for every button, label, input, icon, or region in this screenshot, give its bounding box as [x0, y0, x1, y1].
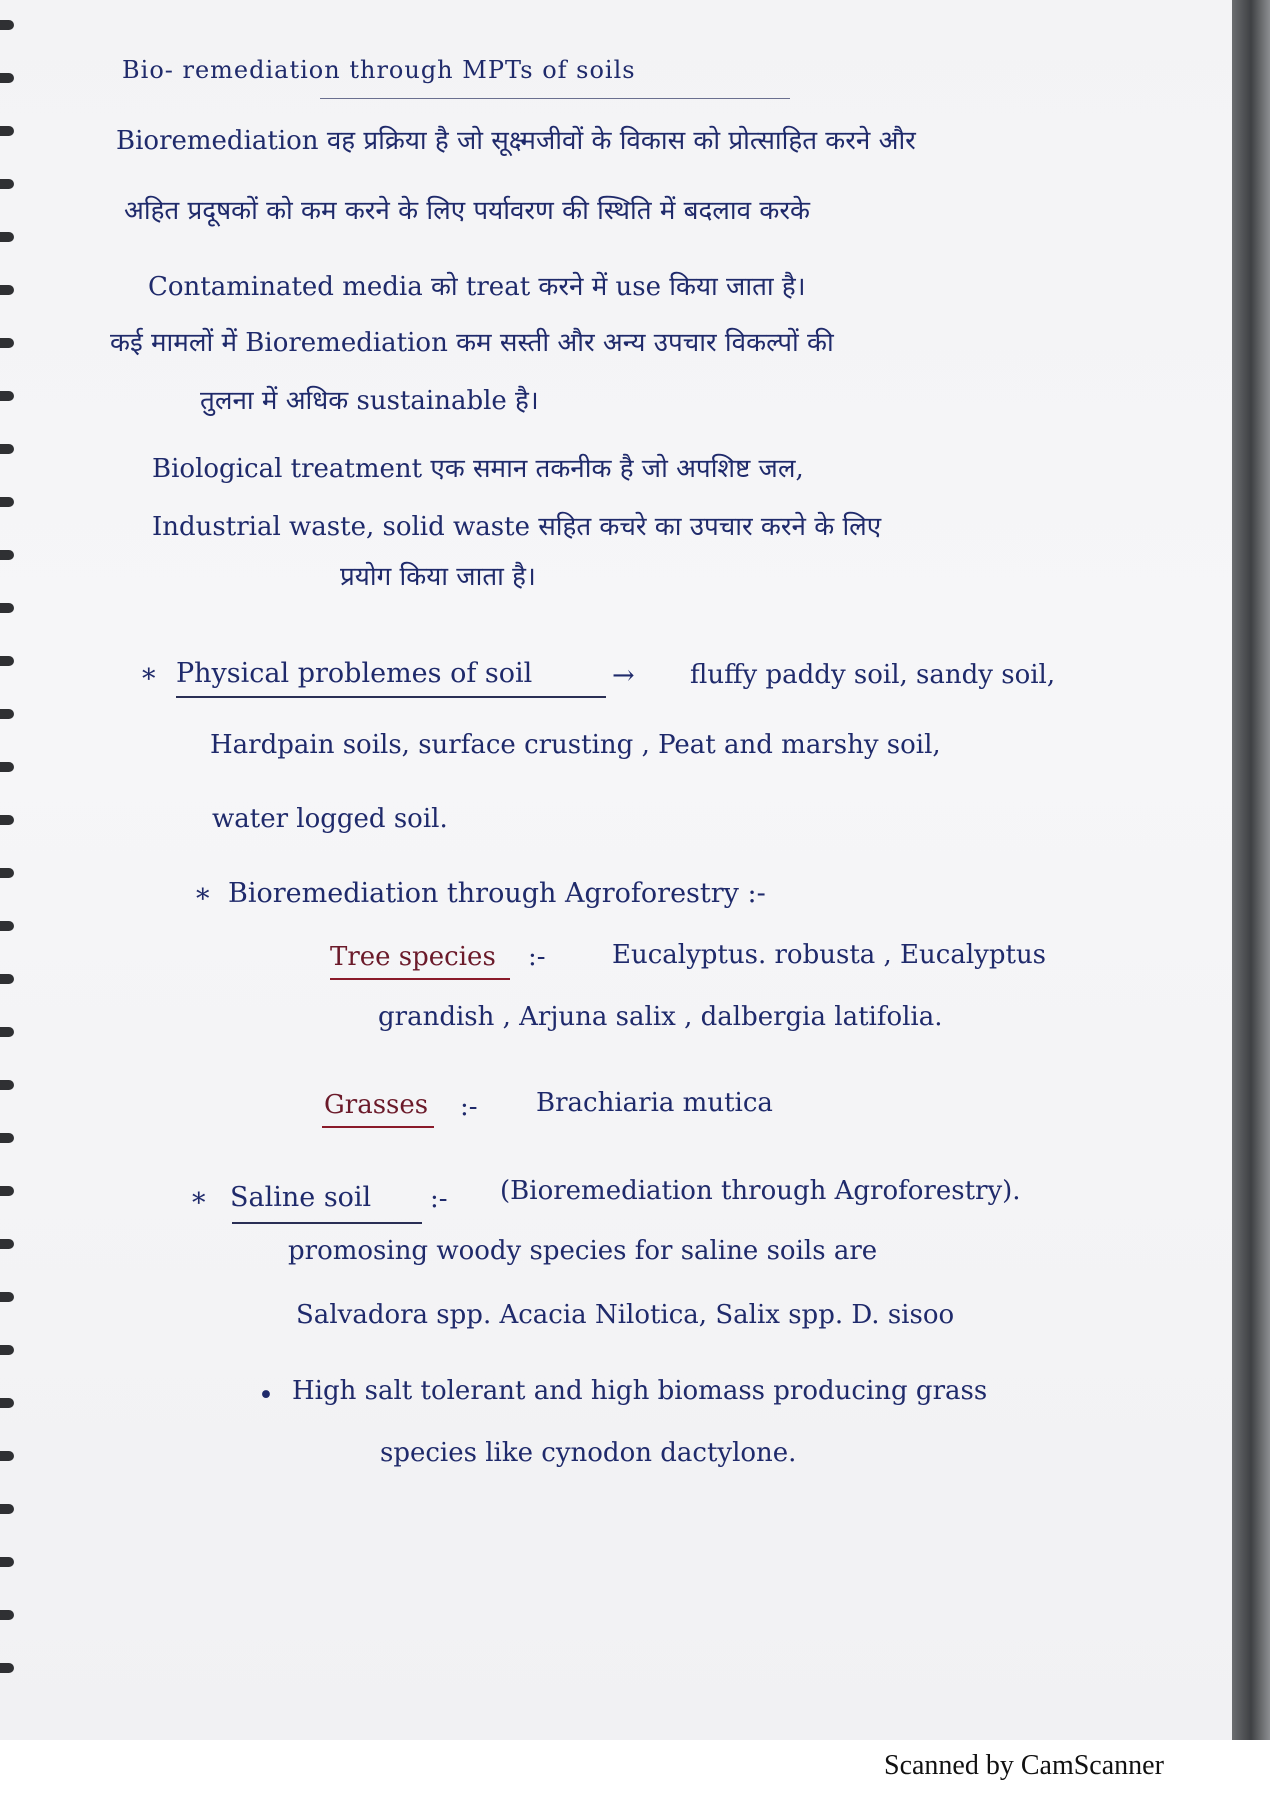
spiral-ring — [0, 232, 14, 242]
arrow-icon: → — [612, 660, 635, 691]
grasses-label: Grasses — [324, 1090, 429, 1120]
tree-species-line: Eucalyptus. robusta , Eucalyptus — [612, 940, 1047, 970]
spiral-ring — [0, 1186, 14, 1196]
bullet-dot: • — [258, 1380, 274, 1411]
spiral-ring — [0, 656, 14, 666]
spiral-ring — [0, 497, 14, 507]
spiral-ring — [0, 20, 14, 30]
spiral-ring — [0, 179, 14, 189]
physical-heading: Physical problemes of soil — [176, 658, 533, 689]
spiral-ring — [0, 1239, 14, 1249]
saline-point-line: High salt tolerant and high biomass producing grass — [292, 1376, 988, 1406]
bullet-star: * — [192, 1188, 206, 1219]
spiral-ring — [0, 709, 14, 719]
spiral-ring — [0, 285, 14, 295]
spiral-ring — [0, 1345, 14, 1355]
spiral-ring — [0, 1027, 14, 1037]
title-underline — [320, 98, 790, 99]
spiral-ring — [0, 1610, 14, 1620]
spiral-ring — [0, 338, 14, 348]
bullet-star: * — [196, 884, 210, 915]
saline-point-line: species like cynodon dactylone. — [380, 1438, 797, 1468]
intro-line: Bioremediation वह प्रक्रिया है जो सूक्ष्मजीवों के विकास को प्रोत्साहित करने और — [116, 126, 916, 156]
tree-species-underline — [330, 978, 510, 980]
spiral-ring — [0, 1080, 14, 1090]
spiral-ring — [0, 1292, 14, 1302]
page-title: Bio- remediation through MPTs of soils — [122, 56, 636, 84]
page-edge-shadow — [1232, 0, 1270, 1740]
spiral-ring — [0, 73, 14, 83]
bio-line: Industrial waste, solid waste सहित कचरे का उपचार करने के लिए — [152, 512, 882, 542]
spiral-ring — [0, 1504, 14, 1514]
bio-line: Biological treatment एक समान तकनीक है जो अपशिष्ट जल, — [152, 454, 804, 484]
spiral-ring — [0, 1557, 14, 1567]
spiral-ring — [0, 391, 14, 401]
saline-note: (Bioremediation through Agroforestry). — [500, 1176, 1021, 1206]
spiral-ring — [0, 1451, 14, 1461]
spiral-ring — [0, 868, 14, 878]
spiral-ring — [0, 550, 14, 560]
saline-heading-underline — [232, 1222, 422, 1224]
spiral-ring — [0, 126, 14, 136]
agro-heading: Bioremediation through Agroforestry :- — [228, 878, 766, 909]
bullet-star: * — [142, 664, 156, 695]
spiral-ring — [0, 1133, 14, 1143]
tree-species-label: Tree species — [330, 942, 496, 972]
spiral-binding — [0, 20, 18, 1720]
scanner-watermark: Scanned by CamScanner — [884, 1750, 1164, 1781]
saline-line: Salvadora spp. Acacia Nilotica, Salix spp. D. sisoo — [296, 1300, 955, 1330]
separator: :- — [460, 1092, 478, 1122]
bio-line: प्रयोग किया जाता है। — [340, 562, 536, 592]
intro-line: कई मामलों में Bioremediation कम सस्ती और अन्य उपचार विकल्पों की — [110, 328, 834, 358]
spiral-ring — [0, 815, 14, 825]
spiral-ring — [0, 603, 14, 613]
spiral-ring — [0, 444, 14, 454]
spiral-ring — [0, 1398, 14, 1408]
physical-line: Hardpain soils, surface crusting , Peat and marshy soil, — [210, 730, 941, 760]
separator: :- — [528, 942, 546, 972]
physical-line: water logged soil. — [212, 804, 448, 834]
spiral-ring — [0, 921, 14, 931]
physical-heading-underline — [176, 696, 606, 698]
saline-line: promosing woody species for saline soils are — [288, 1236, 878, 1266]
spiral-ring — [0, 1663, 14, 1673]
saline-heading: Saline soil — [230, 1182, 372, 1213]
separator: :- — [430, 1184, 448, 1214]
intro-line: Contaminated media को treat करने में use किया जाता है। — [148, 272, 806, 302]
intro-line: तुलना में अधिक sustainable है। — [200, 386, 539, 416]
physical-line: fluffy paddy soil, sandy soil, — [690, 660, 1056, 690]
intro-line: अहित प्रदूषकों को कम करने के लिए पर्यावरण की स्थिति में बदलाव करके — [124, 196, 810, 226]
grasses-underline — [322, 1126, 434, 1128]
spiral-ring — [0, 974, 14, 984]
spiral-ring — [0, 762, 14, 772]
tree-species-line: grandish , Arjuna salix , dalbergia latifolia. — [378, 1002, 943, 1032]
grasses-value: Brachiaria mutica — [536, 1088, 773, 1118]
